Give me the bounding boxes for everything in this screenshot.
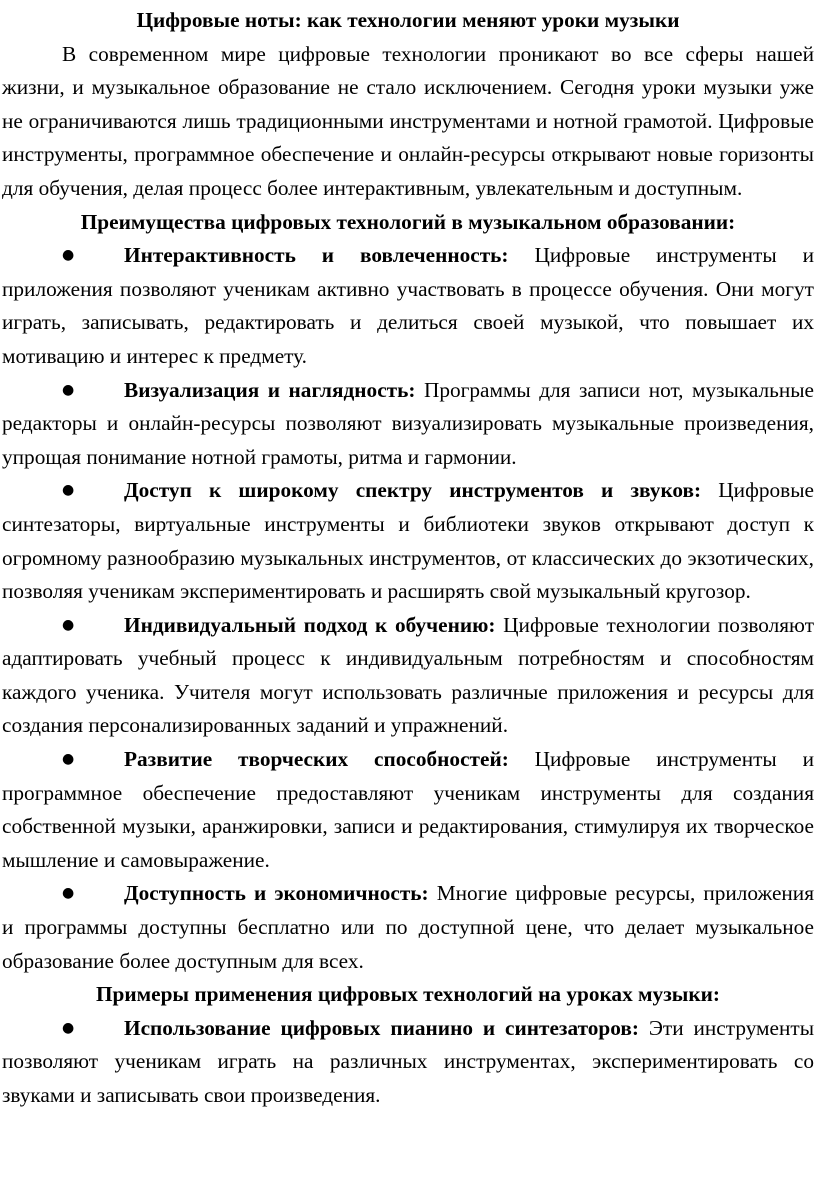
list-item	[2, 609, 814, 743]
list-item-text: Цифровые синтезаторы, виртуальные инструменты и библиотеки звуков открывают доступ к огромному разнообразию музыкальных инструментов, от классических до экзотических, позволяя ученикам экспериментировать и расширять свой музыкальный кругозор.	[2, 478, 814, 604]
bullet-icon: ●	[62, 616, 75, 633]
bullet-icon: ●	[62, 1019, 75, 1036]
bullet-icon: ●	[62, 482, 75, 499]
list-item-term: Доступность и экономичность:	[124, 881, 429, 906]
list-item-term: Интерактивность и вовлеченность:	[124, 243, 509, 268]
intro-paragraph: В современном мире цифровые технологии проникают во все сферы нашей жизни, и музыкальное образование не стало исключением. Сегодня уроки музыки уже не ограничиваются лишь традиционными инструментами и нотной грамотой. Цифровые инструменты, программное обеспечение и онлайн-ресурсы открывают новые горизонты для обучения, делая процесс более интерактивным, увлекательным и доступным.	[2, 41, 814, 200]
list-item-term: Визуализация и наглядность:	[124, 377, 416, 402]
section-heading-advantages: Преимущества цифровых технологий в музыкальном образовании:	[80, 209, 736, 234]
bullet-icon: ●	[62, 751, 75, 768]
list-item	[2, 877, 814, 978]
document-title: Цифровые ноты: как технологии меняют уроки музыки	[136, 8, 680, 32]
list-item-text: Цифровые инструменты и программное обеспечение предоставляют ученикам инструменты для создания собственной музыки, аранжировки, записи и редактирования, стимулируя их творческое мышление и самовыражение.	[2, 747, 814, 872]
list-item	[2, 374, 814, 475]
list-item	[2, 743, 814, 877]
bullet-icon: ●	[62, 381, 75, 398]
bullet-icon: ●	[62, 885, 75, 902]
list-item-term: Индивидуальный подход к обучению:	[124, 612, 496, 637]
list-item-text: Цифровые технологии позволяют адаптировать учебный процесс к индивидуальным потребностям и способностям каждого ученика. Учителя могут использовать различные приложения и ресурсы для создания персонализированных заданий и упражнений.	[2, 612, 814, 738]
list-item-text: Цифровые инструменты и приложения позволяют ученикам активно участвовать в процессе обучения. Они могут играть, записывать, редактировать и делиться своей музыкой, что повышает их мотивацию и интерес к предмету.	[2, 243, 814, 368]
examples-list	[2, 1012, 814, 1113]
list-item-term: Доступ к широкому спектру инструментов и звуков:	[124, 478, 702, 503]
list-item-text: Программы для записи нот, музыкальные редакторы и онлайн-ресурсы позволяют визуализировать музыкальные произведения, упрощая понимание нотной грамоты, ритма и гармонии.	[2, 377, 814, 469]
list-item-term: Использование цифровых пианино и синтезаторов:	[124, 1015, 639, 1040]
section-heading-examples: Примеры применения цифровых технологий на уроках музыки:	[95, 982, 721, 1007]
list-item-text: Эти инструменты позволяют ученикам играть на различных инструментах, экспериментировать со звуками и записывать свои произведения.	[2, 1015, 815, 1107]
list-item	[2, 239, 814, 373]
list-item-text: Многие цифровые ресурсы, приложения и программы доступны бесплатно или по доступной цене, что делает музыкальное образование более доступным для всех.	[2, 881, 814, 973]
list-item	[2, 1012, 814, 1113]
bullet-icon: ●	[62, 247, 75, 264]
list-item-term: Развитие творческих способностей:	[124, 747, 509, 772]
list-item	[2, 474, 814, 608]
advantages-list	[2, 239, 814, 978]
